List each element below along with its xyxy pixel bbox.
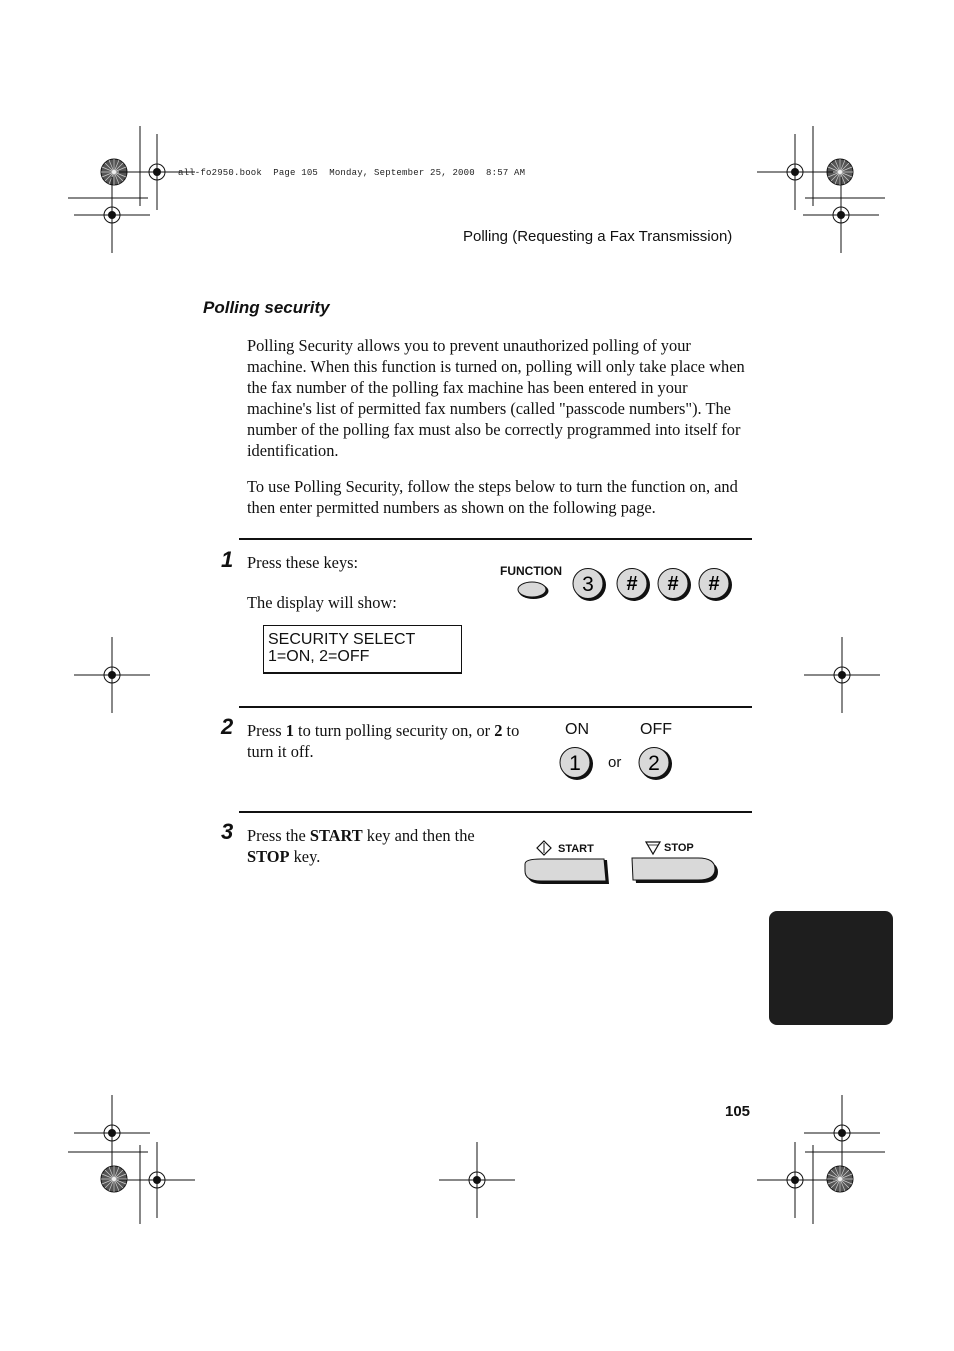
start-key-button bbox=[523, 857, 613, 887]
key-sequence bbox=[571, 567, 741, 603]
crosshair-mark bbox=[757, 134, 833, 210]
intro-paragraph: Polling Security allows you to prevent unauthorized polling of your machine. When this function is turned on, polling will only take place when the fax number of the polling fax machine has been entered in your machine's list of permitted fax numbers (called "passcode numbers"). The number of the polling fax must also be correctly programmed into itself for identification. bbox=[247, 336, 745, 460]
lcd-display bbox=[263, 625, 462, 674]
instruction-paragraph: To use Polling Security, follow the steps below to turn the function on, and then enter permitted numbers as shown on the following page. bbox=[247, 477, 738, 517]
stop-triangle-icon bbox=[645, 840, 663, 856]
key-2-ref: 2 bbox=[494, 721, 503, 740]
crosshair-mark bbox=[804, 1095, 880, 1171]
key-2-label: 2 bbox=[648, 752, 660, 775]
file-info-line: all-fo2950.book Page 105 Monday, September 25, 2000 8:57 AM bbox=[178, 168, 526, 178]
stop-key-ref: STOP bbox=[247, 847, 290, 866]
lcd-line-2: 1=ON, 2=OFF bbox=[268, 648, 370, 665]
lcd-line-1: SECURITY SELECT bbox=[268, 631, 416, 648]
starburst-mark bbox=[827, 1166, 853, 1192]
crosshair-mark bbox=[74, 177, 150, 253]
function-key-label: FUNCTION bbox=[500, 564, 562, 578]
page-number: 105 bbox=[725, 1103, 751, 1120]
step-1-text: Press these keys: bbox=[247, 553, 359, 572]
crosshair-mark bbox=[804, 637, 880, 713]
on-label: ON bbox=[565, 721, 589, 738]
crosshair-mark bbox=[803, 177, 879, 253]
stop-key-button bbox=[630, 856, 722, 886]
starburst-mark bbox=[101, 1166, 127, 1192]
step-3-text: Press the START key and then the STOP key. bbox=[247, 826, 475, 866]
crosshair-mark bbox=[74, 1095, 150, 1171]
crosshair-mark bbox=[74, 637, 150, 713]
stop-key-label: STOP bbox=[664, 842, 694, 854]
section-title: Polling security bbox=[203, 298, 330, 317]
on-off-keys bbox=[557, 746, 677, 782]
key-3-label: 3 bbox=[582, 573, 594, 596]
start-key-ref: START bbox=[309, 826, 363, 845]
key-1-ref: 1 bbox=[285, 721, 294, 740]
or-label: or bbox=[608, 754, 622, 771]
start-diamond-icon bbox=[536, 840, 556, 858]
function-key-button bbox=[517, 579, 553, 603]
key-hash-label: # bbox=[708, 573, 720, 595]
chapter-tab-label: 7 Special Functions bbox=[774, 1030, 803, 1087]
key-1-label: 1 bbox=[569, 752, 581, 775]
step-1-number: 1 bbox=[221, 547, 234, 572]
start-key-label: START bbox=[558, 843, 594, 855]
step-divider bbox=[239, 706, 752, 708]
crosshair-mark bbox=[439, 1142, 515, 1218]
key-hash-label: # bbox=[667, 573, 679, 595]
crosshair-mark bbox=[757, 1142, 833, 1218]
step-divider bbox=[239, 538, 752, 540]
running-head: Polling (Requesting a Fax Transmission) bbox=[463, 228, 733, 245]
crosshair-mark bbox=[119, 1142, 195, 1218]
step-2-number: 2 bbox=[221, 714, 234, 739]
step-divider bbox=[239, 811, 752, 813]
step-2-text: Press 1 to turn polling security on, or 2 to turn it off. bbox=[247, 721, 520, 761]
off-label: OFF bbox=[640, 721, 672, 738]
chapter-side-tab bbox=[769, 911, 893, 1087]
display-intro-text: The display will show: bbox=[247, 593, 397, 612]
step-3-number: 3 bbox=[221, 819, 234, 844]
key-hash-label: # bbox=[626, 573, 638, 595]
